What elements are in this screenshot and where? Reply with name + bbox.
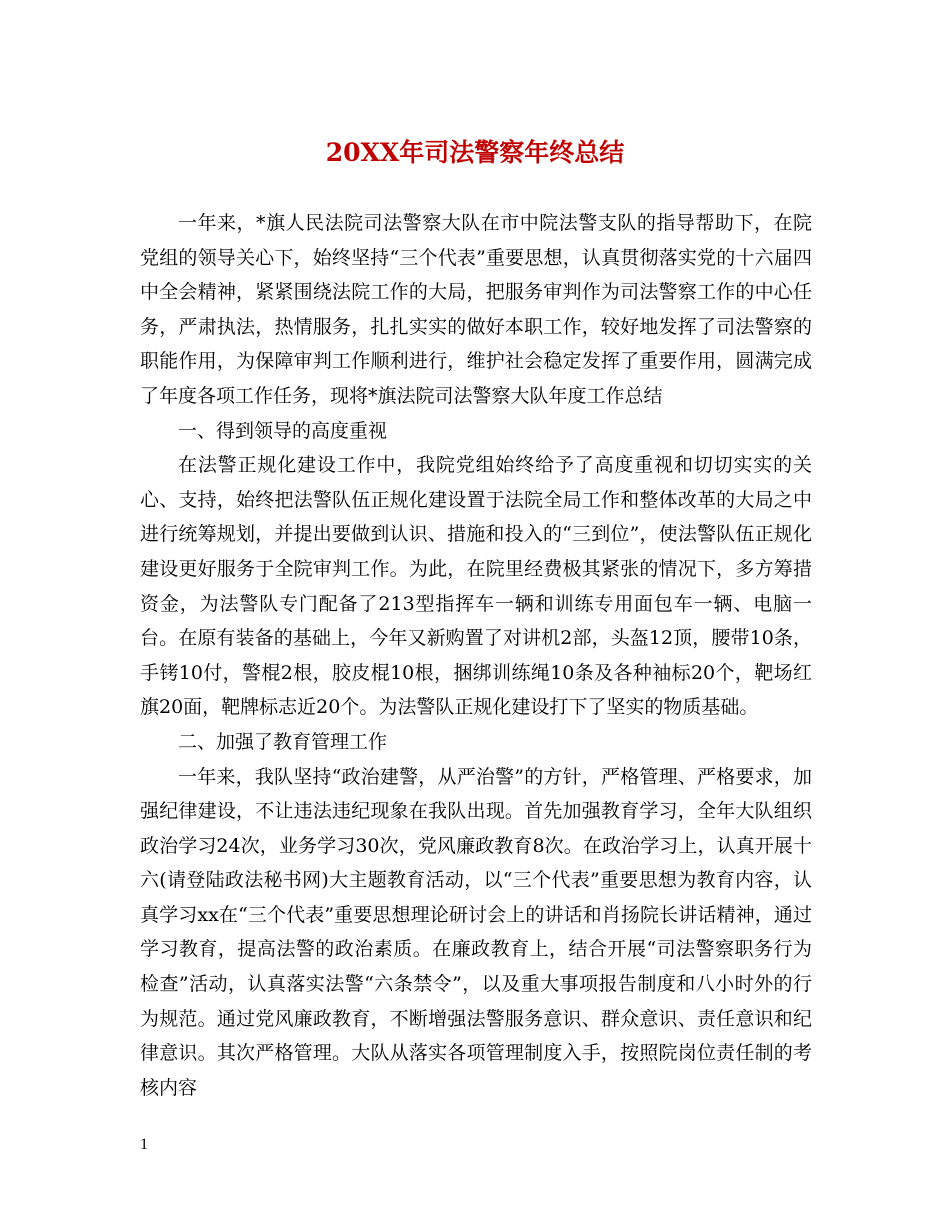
section-heading-2: 二、加强了教育管理工作 [178,730,388,753]
paragraph-section-1: 在法警正规化建设工作中，我院党组始终给予了高度重视和切切实实的关心、支持，始终把法警队伍正规化建设置于法院全局工作和整体改革的大局之中进行统筹规划，并提出要做到认识、措施和投入的“三到位”，使法警队伍正规化建设更好服务于全院审判工作。为此，在院里经费极其紧张的情况下，多方筹措资金，为法警队专门配备了213型指挥车一辆和训练专用面包车一辆、电脑一台。在原有装备的基础上，今年又新购置了对讲机2部，头盔12顶，腰带10条，手铐10付，警棍2根，胶皮棍10根，捆绑训练绳10条及各种袖标20个，靶场红旗20面，靶牌标志近20个。为法警队正规化建设打下了坚实的物质基础。 [140,454,812,719]
section-heading-1: 一、得到领导的高度重视 [178,419,388,442]
page-number: 1 [140,1136,148,1153]
paragraph-intro: 一年来，*旗人民法院司法警察大队在市中院法警支队的指导帮助下，在院党组的领导关心下，始终坚持“三个代表”重要思想，认真贯彻落实党的十六届四中全会精神，紧紧围绕法院工作的大局，把服务审判作为司法警察工作的中心任务，严肃执法，热情服务，扎扎实实的做好本职工作，较好地发挥了司法警察的职能作用，为保障审判工作顺利进行，维护社会稳定发挥了重要作用，圆满完成了年度各项工作任务，现将*旗法院司法警察大队年度工作总结 [140,212,812,407]
paragraph-section-2: 一年来，我队坚持“政治建警，从严治警”的方针，严格管理、严格要求，加强纪律建设，不让违法违纪现象在我队出现。首先加强教育学习，全年大队组织政治学习24次，业务学习30次，党风廉政教育8次。在政治学习上，认真开展十六(请登陆政法秘书网)大主题教育活动，以“三个代表”重要思想为教育内容，认真学习xx在“三个代表”重要思想理论研讨会上的讲话和肖扬院长讲话精神，通过学习教育，提高法警的政治素质。在廉政教育上，结合开展“司法警察职务行为检查”活动，认真落实法警“六条禁令”，以及重大事项报告制度和八小时外的行为规范。通过党风廉政教育，不断增强法警服务意识、群众意识、责任意识和纪律意识。其次严格管理。大队从落实各项管理制度入手，按照院岗位责任制的考核内容 [140,765,812,1099]
document-title: 20XX年司法警察年终总结 [325,138,625,167]
document-body [140,206,812,1105]
